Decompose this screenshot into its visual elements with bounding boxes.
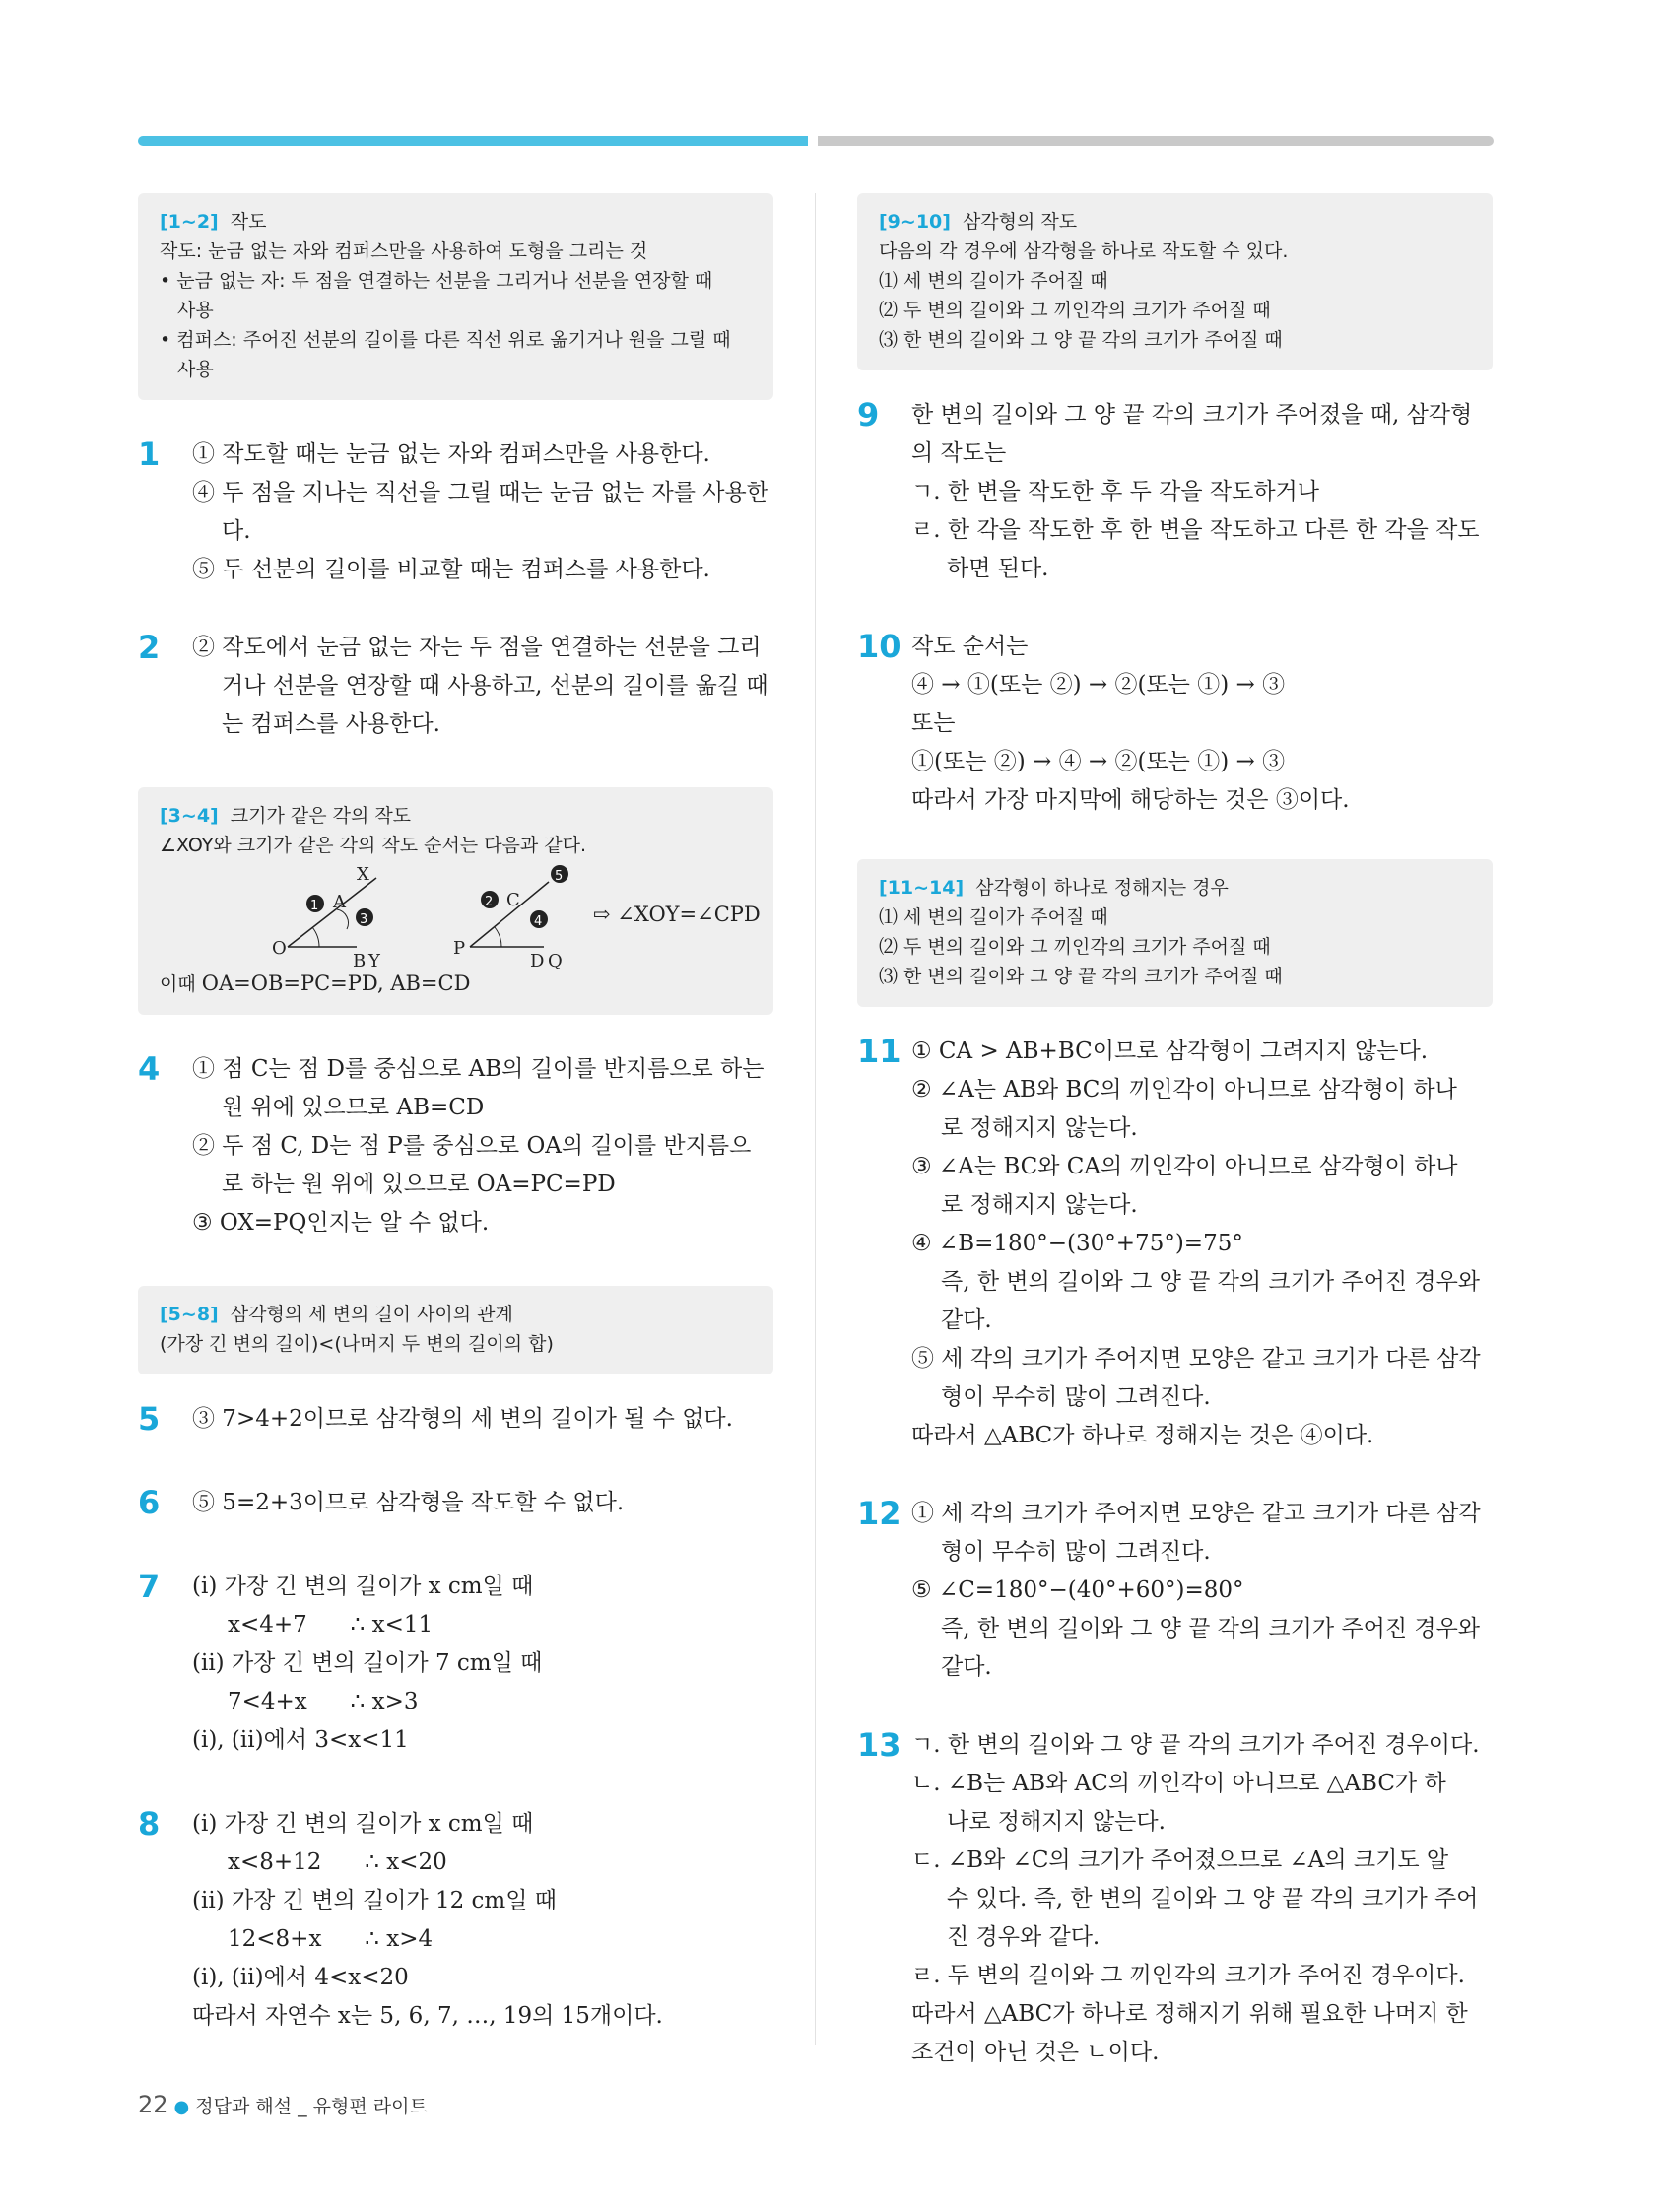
box-intro: ∠XOY와 크기가 같은 각의 작도 순서는 다음과 같다. — [160, 835, 587, 856]
problem-line: ㄱ. 한 변의 길이와 그 양 끝 각의 크기가 주어진 경우이다. — [911, 1732, 1480, 1758]
label-P: P — [453, 938, 466, 959]
diagram-result: ⇨ ∠XOY=∠CPD — [593, 903, 761, 926]
problem-2 — [138, 629, 773, 744]
problem-line: ② 작도에서 눈금 없는 자는 두 점을 연결하는 선분을 그리 — [192, 635, 762, 660]
label-X: X — [357, 864, 369, 885]
problem-line: (ⅰ) 가장 긴 변의 길이가 x cm일 때 — [192, 1811, 534, 1837]
box-heading: [11~14] — [879, 877, 965, 899]
box-heading: [9~10] — [879, 211, 951, 233]
box-line: • 컴퍼스: 주어진 선분의 길이를 다른 직선 위로 옮기거나 원을 그릴 때 — [160, 329, 731, 351]
problem-line: 12<8+x ∴ x>4 — [228, 1926, 434, 1952]
box-line: ⑶ 한 변의 길이와 그 양 끝 각의 크기가 주어질 때 — [879, 329, 1283, 351]
label-D: D — [530, 951, 545, 969]
left-column — [138, 193, 773, 2036]
problem-line: 로 하는 원 위에 있으므로 OA=PC=PD — [222, 1172, 616, 1197]
problem-number: 1 — [138, 436, 161, 473]
box-line: • 눈금 없는 자: 두 점을 연결하는 선분을 그리거나 선분을 연장할 때 — [160, 270, 713, 292]
problem-line: ② 두 점 C, D는 점 P를 중심으로 OA의 길이를 반지름으 — [192, 1133, 752, 1159]
footer-text: 정답과 해설 _ 유형편 라이트 — [195, 2096, 428, 2117]
problem-line: 따라서 △ABC가 하나로 정해지는 것은 ④이다. — [911, 1423, 1374, 1448]
problem-line: (ⅰ), (ⅱ)에서 4<x<20 — [192, 1965, 409, 1990]
box-title: 삼각형이 하나로 정해지는 경우 — [975, 877, 1229, 899]
problem-line: 의 작도는 — [911, 440, 1007, 466]
problem-line: 같다. — [941, 1307, 992, 1333]
box-line: ⑵ 두 변의 길이와 그 끼인각의 크기가 주어질 때 — [879, 300, 1271, 321]
problem-line: ㄹ. 두 변의 길이와 그 끼인각의 크기가 주어진 경우이다. — [911, 1963, 1465, 1988]
problem-line: 따라서 가장 마지막에 해당하는 것은 ③이다. — [911, 787, 1350, 813]
problem-line: ① 작도할 때는 눈금 없는 자와 컴퍼스만을 사용한다. — [192, 441, 710, 467]
problem-line: 원 위에 있으므로 AB=CD — [222, 1095, 485, 1120]
problem-line: ④ → ①(또는 ②) → ②(또는 ①) → ③ — [911, 672, 1286, 698]
problem-line: ㄱ. 한 변을 작도한 후 두 각을 작도하거나 — [911, 479, 1319, 504]
problem-number: 11 — [857, 1033, 901, 1070]
problem-line: 수 있다. 즉, 한 변의 길이와 그 양 끝 각의 크기가 주어 — [947, 1886, 1479, 1911]
problem-line: ⑤ 세 각의 크기가 주어지면 모양은 같고 크기가 다른 삼각 — [911, 1346, 1481, 1372]
summary-box-1-2 — [138, 193, 773, 400]
label-Y: Y — [368, 951, 380, 969]
problem-number: 2 — [138, 629, 161, 666]
problem-line: ⑤ 5=2+3이므로 삼각형을 작도할 수 없다. — [192, 1490, 625, 1515]
problem-line: 진 경우와 같다. — [947, 1924, 1101, 1950]
problem-line: 거나 선분을 연장할 때 사용하고, 선분의 길이를 옮길 때 — [222, 673, 768, 699]
problem-line: (ⅰ) 가장 긴 변의 길이가 x cm일 때 — [192, 1574, 534, 1599]
box-title: 삼각형의 세 변의 길이 사이의 관계 — [230, 1304, 513, 1325]
box-line: ⑴ 세 변의 길이가 주어질 때 — [879, 906, 1108, 928]
problem-line: 다. — [222, 518, 251, 544]
summary-box-3-4 — [138, 787, 773, 1015]
problem-line: ①(또는 ②) → ④ → ②(또는 ①) → ③ — [911, 749, 1286, 774]
problem-line: (ⅱ) 가장 긴 변의 길이가 12 cm일 때 — [192, 1888, 557, 1913]
problem-line: ③ ∠A는 BC와 CA의 끼인각이 아니므로 삼각형이 하나 — [911, 1154, 1458, 1179]
box-line: (가장 긴 변의 길이)<(나머지 두 변의 길이의 합) — [160, 1333, 554, 1355]
summary-box-9-10 — [857, 193, 1493, 370]
problem-9 — [857, 396, 1493, 588]
problem-4 — [138, 1050, 773, 1242]
box-line: ⑴ 세 변의 길이가 주어질 때 — [879, 270, 1108, 292]
problem-line: ⑤ 두 선분의 길이를 비교할 때는 컴퍼스를 사용한다. — [192, 557, 710, 582]
problem-line: ㄴ. ∠B는 AB와 AC의 끼인각이 아니므로 △ABC가 하 — [911, 1771, 1446, 1796]
box-line: ⑵ 두 변의 길이와 그 끼인각의 크기가 주어질 때 — [879, 936, 1271, 958]
problem-line: ① 세 각의 크기가 주어지면 모양은 같고 크기가 다른 삼각 — [911, 1501, 1481, 1526]
column-divider — [815, 193, 816, 2045]
problem-number: 4 — [138, 1050, 161, 1088]
label-C: C — [506, 890, 520, 910]
problem-line: ③ OX=PQ인지는 알 수 없다. — [192, 1210, 490, 1236]
problem-line: 즉, 한 변의 길이와 그 양 끝 각의 크기가 주어진 경우와 — [941, 1269, 1480, 1295]
problem-line: 같다. — [941, 1654, 992, 1680]
box-line: 사용 — [177, 359, 214, 380]
problem-line: (ⅱ) 가장 긴 변의 길이가 7 cm일 때 — [192, 1650, 543, 1676]
problem-line: ⑤ ∠C=180°−(40°+60°)=80° — [911, 1577, 1244, 1603]
problem-10 — [857, 628, 1493, 820]
problem-line: 는 컴퍼스를 사용한다. — [222, 711, 440, 737]
angle-construction-diagram — [229, 860, 780, 969]
problem-line: x<8+12 ∴ x<20 — [228, 1849, 447, 1875]
problem-line: 로 정해지지 않는다. — [941, 1192, 1138, 1218]
box-title: 크기가 같은 각의 작도 — [230, 805, 412, 827]
problem-line: 하면 된다. — [947, 556, 1049, 581]
problem-line: 나로 정해지지 않는다. — [947, 1809, 1166, 1835]
problem-number: 10 — [857, 628, 901, 665]
box-heading: [1~2] — [160, 211, 219, 233]
problem-8 — [138, 1805, 773, 2036]
label-A: A — [333, 892, 346, 912]
box-title: 작도 — [230, 211, 267, 233]
problem-number: 13 — [857, 1726, 901, 1764]
problem-line: 한 변의 길이와 그 양 끝 각의 크기가 주어졌을 때, 삼각형 — [911, 402, 1473, 428]
problem-line: 즉, 한 변의 길이와 그 양 끝 각의 크기가 주어진 경우와 — [941, 1616, 1480, 1642]
problem-line: 따라서 △ABC가 하나로 정해지기 위해 필요한 나머지 한 — [911, 2001, 1468, 2027]
label-Q: Q — [548, 951, 563, 969]
problem-5 — [138, 1400, 773, 1439]
box-line: 사용 — [177, 300, 214, 321]
box-line: 다음의 각 경우에 삼각형을 하나로 작도할 수 있다. — [879, 240, 1289, 262]
step-marker: 2 — [485, 895, 494, 909]
problem-13 — [857, 1726, 1493, 2072]
problem-line: 7<4+x ∴ x>3 — [228, 1689, 419, 1714]
problem-number: 9 — [857, 396, 880, 434]
top-bar-gray — [818, 136, 1494, 146]
label-O: O — [272, 938, 287, 959]
problem-7 — [138, 1568, 773, 1760]
problem-number: 5 — [138, 1400, 161, 1438]
problem-line: ④ 두 점을 지나는 직선을 그릴 때는 눈금 없는 자를 사용한 — [192, 480, 768, 505]
problem-line: ㄹ. 한 각을 작도한 후 한 변을 작도하고 다른 한 각을 작도 — [911, 517, 1480, 543]
problem-6 — [138, 1484, 773, 1522]
problem-line: ③ 7>4+2이므로 삼각형의 세 변의 길이가 될 수 없다. — [192, 1406, 733, 1432]
problem-line: ㄷ. ∠B와 ∠C의 크기가 주어졌으므로 ∠A의 크기도 알 — [911, 1847, 1449, 1873]
box-line: 작도: 눈금 없는 자와 컴퍼스만을 사용하여 도형을 그리는 것 — [160, 240, 648, 262]
problem-number: 6 — [138, 1484, 161, 1521]
label-B: B — [353, 951, 367, 969]
problem-1 — [138, 436, 773, 589]
problem-line: 형이 무수히 많이 그려진다. — [941, 1539, 1211, 1565]
problem-line: 로 정해지지 않는다. — [941, 1115, 1138, 1141]
problem-line: ④ ∠B=180°−(30°+75°)=75° — [911, 1231, 1243, 1256]
top-bar-accent — [138, 136, 808, 146]
problem-number: 8 — [138, 1805, 161, 1843]
problem-12 — [857, 1495, 1493, 1687]
problem-line: 또는 — [911, 710, 956, 736]
problem-line: 따라서 자연수 x는 5, 6, 7, …, 19의 15개이다. — [192, 2003, 663, 2029]
problem-line: 조건이 아닌 것은 ㄴ이다. — [911, 2040, 1160, 2065]
page-number: 22 — [138, 2091, 168, 2118]
step-marker: 5 — [555, 869, 564, 884]
step-marker: 4 — [534, 914, 543, 929]
summary-box-11-14 — [857, 859, 1493, 1007]
bullet-icon: ● — [173, 2097, 190, 2117]
step-marker: 1 — [310, 899, 319, 913]
summary-box-5-8 — [138, 1286, 773, 1374]
box-tail: OA=OB=PC=PD, AB=CD — [201, 972, 471, 995]
problem-number: 12 — [857, 1495, 901, 1532]
problem-number: 7 — [138, 1568, 161, 1605]
right-column — [857, 193, 1493, 2072]
problem-11 — [857, 1033, 1493, 1455]
box-heading: [3~4] — [160, 805, 219, 827]
box-line: ⑶ 한 변의 길이와 그 양 끝 각의 크기가 주어질 때 — [879, 966, 1283, 987]
box-title: 삼각형의 작도 — [962, 211, 1078, 233]
problem-line: 작도 순서는 — [911, 634, 1029, 659]
box-tail-prefix: 이때 — [160, 973, 202, 995]
problem-line: (ⅰ), (ⅱ)에서 3<x<11 — [192, 1727, 409, 1753]
page-footer — [138, 2091, 428, 2118]
problem-line: ① CA > AB+BC이므로 삼각형이 그려지지 않는다. — [911, 1039, 1429, 1064]
problem-line: 형이 무수히 많이 그려진다. — [941, 1384, 1211, 1410]
problem-line: ② ∠A는 AB와 BC의 끼인각이 아니므로 삼각형이 하나 — [911, 1077, 1457, 1103]
box-heading: [5~8] — [160, 1304, 219, 1325]
problem-line: x<4+7 ∴ x<11 — [228, 1612, 434, 1638]
step-marker: 3 — [360, 912, 368, 927]
problem-line: ① 점 C는 점 D를 중심으로 AB의 길이를 반지름으로 하는 — [192, 1056, 765, 1082]
